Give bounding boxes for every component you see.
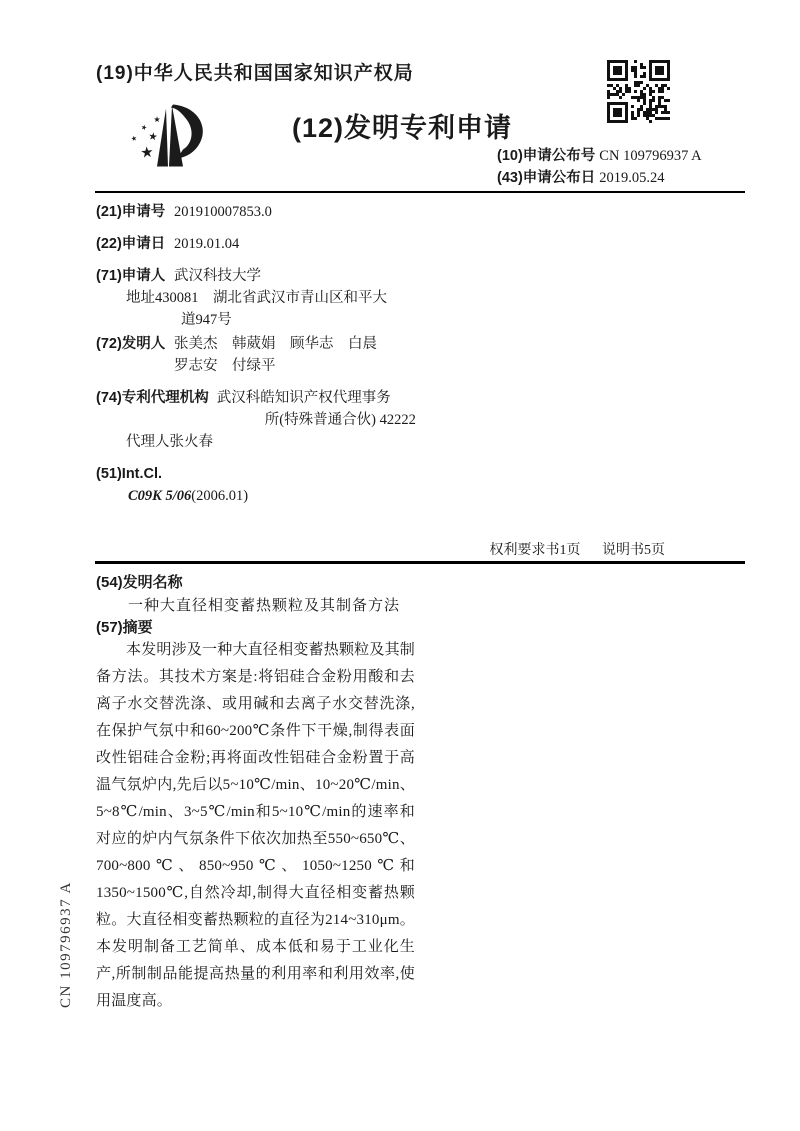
intcl-label: (51)Int.Cl. xyxy=(96,466,163,482)
intcl-value xyxy=(128,485,466,507)
claims-pages: 权利要求书1页 xyxy=(489,543,581,558)
address-value xyxy=(155,287,387,331)
address-line-2: 道947号 xyxy=(181,312,232,328)
pub-date-value: 2019.05.24 xyxy=(599,170,665,186)
applicant-address-row xyxy=(126,287,466,331)
description-pages: 说明书5页 xyxy=(602,543,665,558)
vertical-publication-number: CN 109796937 A xyxy=(58,881,74,1008)
abstract-text: 本发明涉及一种大直径相变蓄热颗粒及其制备方法。其技术方案是:将铝硅合金粉用酸和去离子水交替洗涤、或用碱和去离子水交替洗涤,在保护气氛中和60~200℃条件下干燥,制得表面改性铝硅合金粉;再将面改性铝硅合金粉置于高温气氛炉内,先后以5~10℃/min、10~20℃/min、5~8℃/min、3~5℃/min和5~10℃/min的速率和对应的炉内气氛条件下依次加热至550~650℃、700~800℃、850~950℃、1050~1250℃和1350~1500℃,自然冷却,制得大直径相变蓄热颗粒。大直径相变蓄热颗粒的直径为214~310μm。本发明制备工艺简单、成本低和易于工业化生产,所制制品能提高热量的利用率和利用效率,使用温度高。 xyxy=(96,642,415,1009)
cnipa-logo-icon xyxy=(122,92,242,187)
inventors-line-1: 张美杰 韩葳娟 顾华志 白晨 xyxy=(174,336,377,352)
intcl-year: (2006.01) xyxy=(191,488,249,504)
bibliographic-data xyxy=(96,201,466,507)
inventors-label: (72)发明人 xyxy=(96,336,166,352)
agency-line-2: 所(特殊普通合伙) 42222 xyxy=(264,412,416,428)
address-line-1: 430081 湖北省武汉市青山区和平大 xyxy=(155,290,387,306)
applicant-value: 武汉科技大学 xyxy=(174,268,261,284)
invention-title: 一种大直径相变蓄热颗粒及其制备方法 xyxy=(128,598,401,614)
pages-info xyxy=(400,542,665,560)
applicant-label: (71)申请人 xyxy=(96,268,166,284)
application-date-label: (22)申请日 xyxy=(96,236,166,252)
document-type-title: (12)发明专利申请 xyxy=(292,113,513,143)
pub-number-value: CN 109796937 A xyxy=(599,148,702,164)
agency-line-1: 武汉科皓知识产权代理事务 xyxy=(216,390,391,406)
header-divider xyxy=(95,191,745,193)
patent-office-name: (19)中华人民共和国国家知识产权局 xyxy=(96,63,414,84)
application-number-label: (21)申请号 xyxy=(96,204,166,220)
pub-number-label: (10)申请公布号 xyxy=(497,148,596,164)
agent-label: 代理人 xyxy=(126,434,170,450)
agency-label: (74)专利代理机构 xyxy=(96,390,209,406)
intcl-row xyxy=(96,463,466,485)
section-divider xyxy=(95,561,745,564)
agent-row xyxy=(126,431,466,453)
inventors-line-2: 罗志安 付绿平 xyxy=(174,358,276,374)
invention-title-label: (54)发明名称 xyxy=(96,574,183,591)
applicant-row xyxy=(96,265,466,287)
abstract-label: (57)摘要 xyxy=(96,619,153,636)
inventors-row xyxy=(96,333,466,377)
intcl-code: C09K 5/06 xyxy=(128,488,192,504)
agency-row xyxy=(96,387,466,431)
address-label: 地址 xyxy=(126,290,155,306)
application-date-row xyxy=(96,233,466,255)
agent-value: 张火春 xyxy=(169,434,213,450)
agency-value xyxy=(217,387,416,431)
application-number-value: 201910007853.0 xyxy=(174,204,272,220)
inventors-value xyxy=(174,333,377,377)
qr-code-icon xyxy=(607,60,670,123)
application-date-value: 2019.01.04 xyxy=(174,236,240,252)
application-number-row xyxy=(96,201,466,223)
publication-block xyxy=(497,145,702,189)
pub-date-label: (43)申请公布日 xyxy=(497,170,596,186)
